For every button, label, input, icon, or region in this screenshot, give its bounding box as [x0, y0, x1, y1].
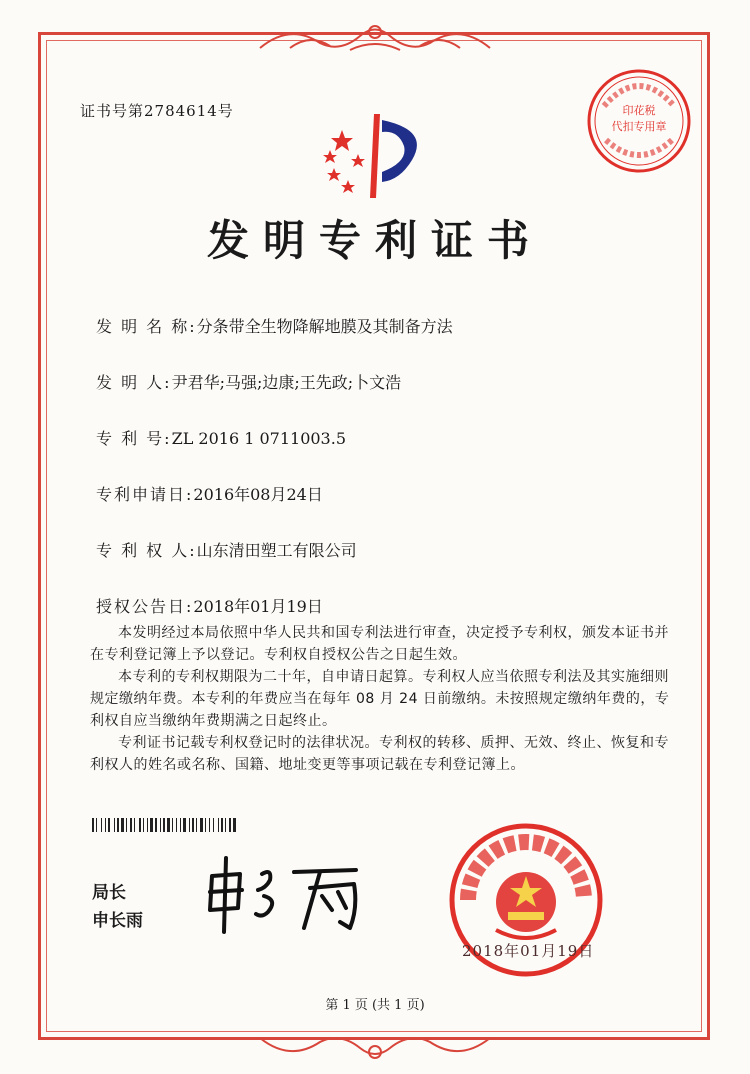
svg-text:代扣专用章: 代扣专用章 — [611, 120, 667, 133]
field-patentee — [96, 538, 357, 561]
body-paragraph: 本专利的专利权期限为二十年，自申请日起算。专利权人应当依照专利法及其实施细则规定缴纳年费。本专利的年费应当在每年 08 月 24 日前缴纳。未按照规定缴纳年费的，专利权自应当缴纳年费期满之日起终止。 — [90, 669, 670, 729]
director-title: 局长 — [92, 883, 126, 903]
barcode-icon — [92, 818, 322, 832]
field-inventors — [96, 370, 401, 393]
field-invention-name — [96, 314, 453, 337]
certificate-number: 证书号第2784614号 — [80, 102, 234, 120]
field-label: 发 明 人: — [96, 373, 172, 392]
body-paragraph: 本发明经过本局依照中华人民共和国专利法进行审查，决定授予专利权，颁发本证书并在专利登记簿上予以登记。专利权自授权公告之日起生效。 — [90, 625, 669, 663]
field-grant-date — [96, 594, 323, 617]
field-value: ZL 2016 1 0711003.5 — [171, 429, 346, 448]
patent-office-logo-icon — [312, 110, 442, 200]
top-ornament-icon — [250, 18, 500, 58]
page-number: 第 1 页 (共 1 页) — [325, 998, 425, 1013]
field-patent-number — [96, 426, 346, 449]
body-paragraph: 专利证书记载专利权登记时的法律状况。专利权的转移、质押、无效、终止、恢复和专利权人的姓名或名称、国籍、地址变更等事项记载在专利登记簿上。 — [90, 735, 669, 773]
field-value: 山东清田塑工有限公司 — [196, 541, 357, 560]
field-label: 授权公告日: — [96, 597, 194, 616]
field-value: 分条带全生物降解地膜及其制备方法 — [196, 317, 453, 336]
svg-text:印花税: 印花税 — [622, 104, 656, 117]
bottom-ornament-icon — [250, 1030, 500, 1066]
director-signature-icon — [200, 848, 370, 938]
seal-date: 2018年01月19日 — [462, 942, 595, 960]
field-application-date — [96, 482, 323, 505]
document-title: 发明专利证书 — [206, 216, 543, 265]
field-label: 专 利 号: — [96, 429, 172, 448]
director-name: 申长雨 — [92, 911, 143, 931]
tax-stamp-seal-icon — [584, 66, 694, 176]
field-value: 尹君华;马强;边康;王先政;卜文浩 — [171, 373, 402, 392]
field-value: 2016年08月24日 — [193, 485, 323, 504]
field-label: 专利申请日: — [96, 485, 194, 504]
field-value: 2018年01月19日 — [193, 597, 323, 616]
certificate-body — [90, 622, 670, 776]
field-label: 专 利 权 人: — [96, 541, 197, 560]
field-label: 发 明 名 称: — [96, 317, 197, 336]
